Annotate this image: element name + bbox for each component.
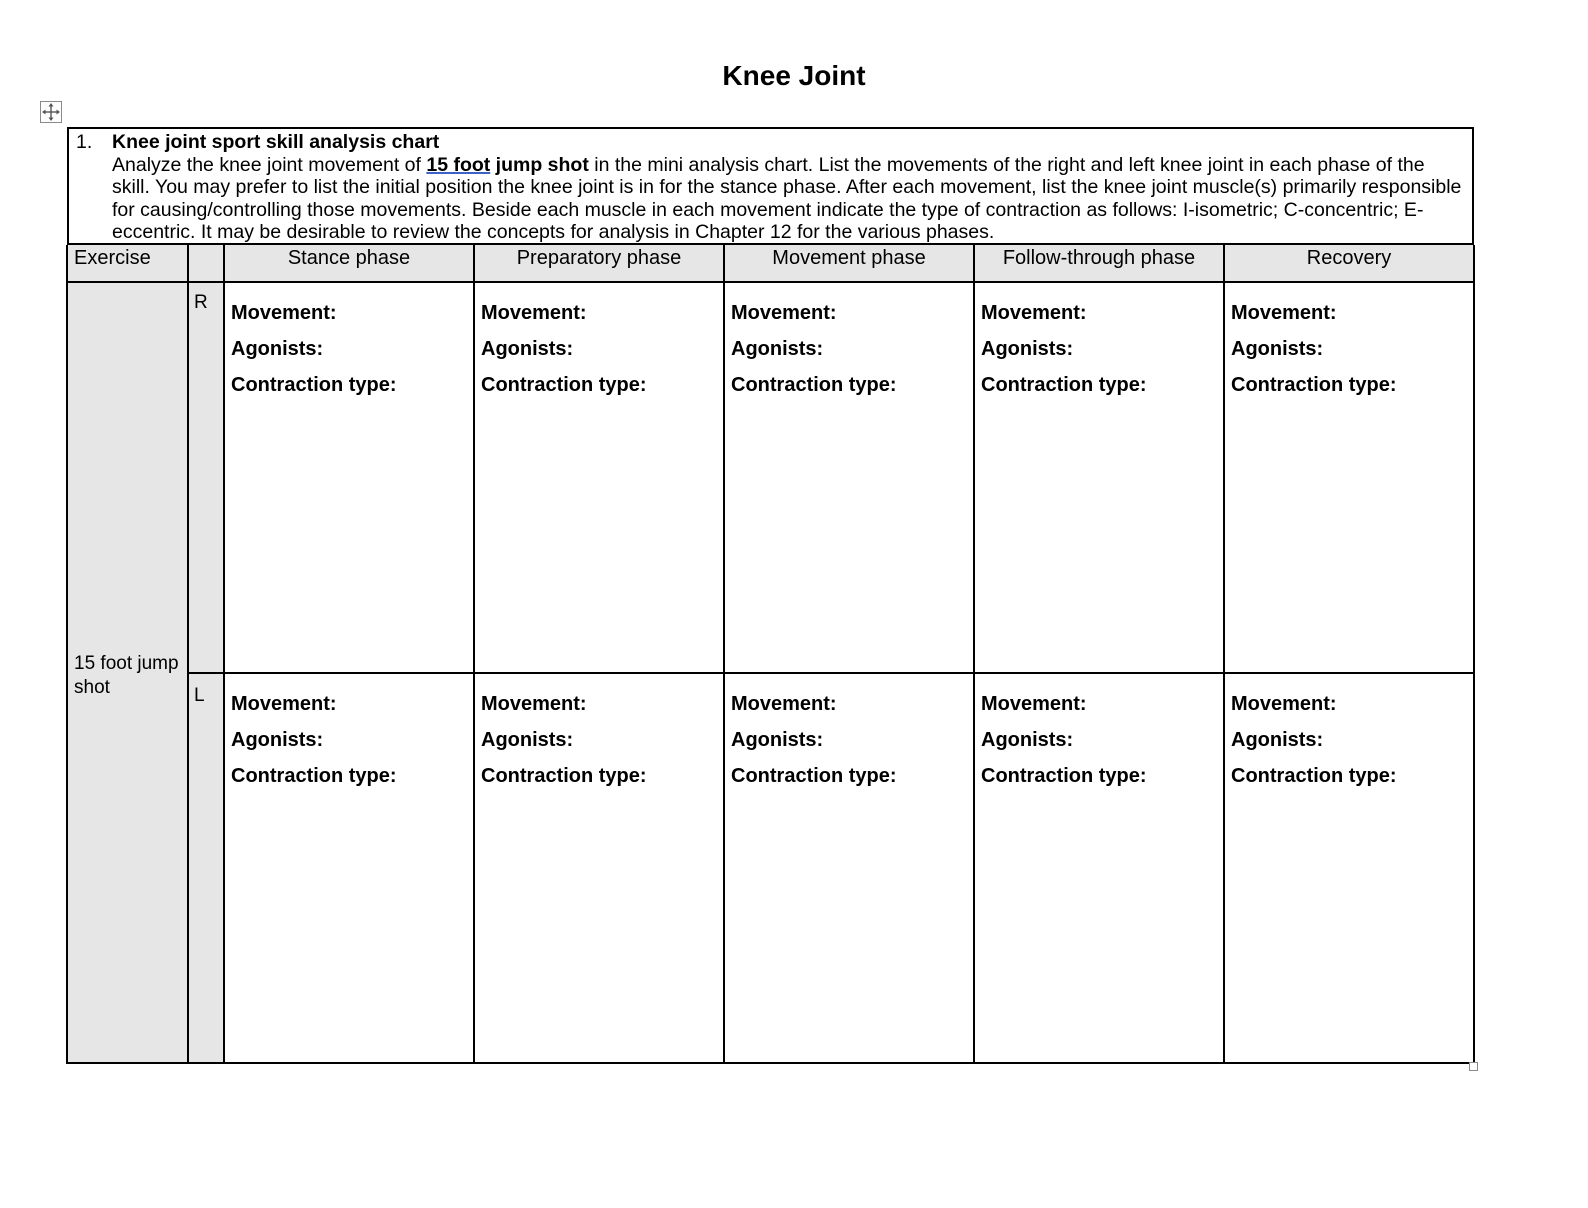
agonists-label: Agonists: — [731, 338, 824, 360]
entry-cell[interactable] — [724, 673, 974, 1063]
contraction-label: Contraction type: — [481, 765, 647, 787]
page-title: Knee Joint — [722, 60, 866, 91]
phase-header: Recovery — [1306, 247, 1392, 269]
movement-label: Movement: — [981, 693, 1087, 715]
instructions-box — [67, 127, 1474, 245]
movement-label: Movement: — [231, 302, 337, 324]
contraction-label: Contraction type: — [231, 765, 397, 787]
agonists-label: Agonists: — [1231, 729, 1324, 751]
exercise-name: 15 foot jump shot — [74, 653, 179, 698]
entry-cell[interactable] — [224, 673, 474, 1063]
agonists-label: Agonists: — [231, 729, 324, 751]
contraction-label: Contraction type: — [731, 765, 897, 787]
column-border — [223, 245, 225, 1064]
contraction-label: Contraction type: — [1231, 765, 1397, 787]
movement-label: Movement: — [231, 693, 337, 715]
movement-label: Movement: — [731, 693, 837, 715]
agonists-label: Agonists: — [481, 338, 574, 360]
entry-cell[interactable] — [974, 673, 1224, 1063]
movement-label: Movement: — [731, 302, 837, 324]
item-number: 1. — [76, 131, 93, 153]
column-border — [973, 245, 975, 1064]
contraction-label: Contraction type: — [981, 765, 1147, 787]
phase-header: Stance phase — [287, 247, 411, 269]
instructions-text-end: in the mini analysis chart. List the movements of the right and left knee joint in each phase of the skill. You may prefer to list the initial position the knee joint is in for the stance phase. After each movement, list the knee joint muscle(s) primarily responsible for causing/controlling those movements. Beside each muscle in each movement indicate the type of contraction as follows: I-isometric; C-concentric; E-eccentric. It may be desirable to review the concepts for analysis in Chapter 12 for the various phases. — [112, 153, 1462, 243]
exercise-bold-text: jump shot — [490, 153, 589, 176]
agonists-label: Agonists: — [981, 338, 1074, 360]
table-resize-handle[interactable] — [1469, 1062, 1478, 1071]
contraction-label: Contraction type: — [481, 374, 647, 396]
row-border — [66, 1062, 1475, 1064]
column-border — [723, 245, 725, 1064]
contraction-label: Contraction type: — [231, 374, 397, 396]
contraction-label: Contraction type: — [981, 374, 1147, 396]
move-arrows-icon — [41, 102, 61, 122]
agonists-label: Agonists: — [1231, 338, 1324, 360]
instructions-text-start: Analyze the knee joint movement of — [112, 153, 427, 176]
exercise-header: Exercise — [74, 247, 151, 269]
phase-header: Movement phase — [772, 247, 926, 269]
entry-cell[interactable] — [474, 673, 724, 1063]
contraction-label: Contraction type: — [731, 374, 897, 396]
instructions-text — [112, 154, 1462, 244]
row-border — [66, 281, 1475, 283]
movement-label: Movement: — [1231, 302, 1337, 324]
movement-label: Movement: — [981, 302, 1087, 324]
agonists-label: Agonists: — [731, 729, 824, 751]
phase-header: Preparatory phase — [516, 247, 682, 269]
movement-label: Movement: — [1231, 693, 1337, 715]
side-label: R — [194, 292, 208, 313]
phase-header: Follow-through phase — [1002, 247, 1196, 269]
instructions-heading: Knee joint sport skill analysis chart — [112, 131, 440, 153]
table-move-handle[interactable] — [40, 101, 62, 123]
entry-cell[interactable] — [224, 282, 474, 673]
exercise-link[interactable]: 15 foot — [426, 153, 491, 176]
side-label: L — [194, 685, 205, 706]
row-border — [187, 672, 1475, 674]
entry-cell[interactable] — [1224, 282, 1474, 673]
instructions-body — [112, 131, 1462, 244]
entry-cell[interactable] — [474, 282, 724, 673]
agonists-label: Agonists: — [481, 729, 574, 751]
movement-label: Movement: — [481, 302, 587, 324]
agonists-label: Agonists: — [231, 338, 324, 360]
movement-label: Movement: — [481, 693, 587, 715]
side-column-bg — [188, 245, 224, 1063]
column-border — [1223, 245, 1225, 1064]
column-border — [66, 245, 68, 1064]
entry-cell[interactable] — [974, 282, 1224, 673]
agonists-label: Agonists: — [981, 729, 1074, 751]
contraction-label: Contraction type: — [1231, 374, 1397, 396]
entry-cell[interactable] — [724, 282, 974, 673]
column-border — [473, 245, 475, 1064]
entry-cell[interactable] — [1224, 673, 1474, 1063]
column-border — [1473, 245, 1475, 1064]
column-border — [187, 245, 189, 1064]
